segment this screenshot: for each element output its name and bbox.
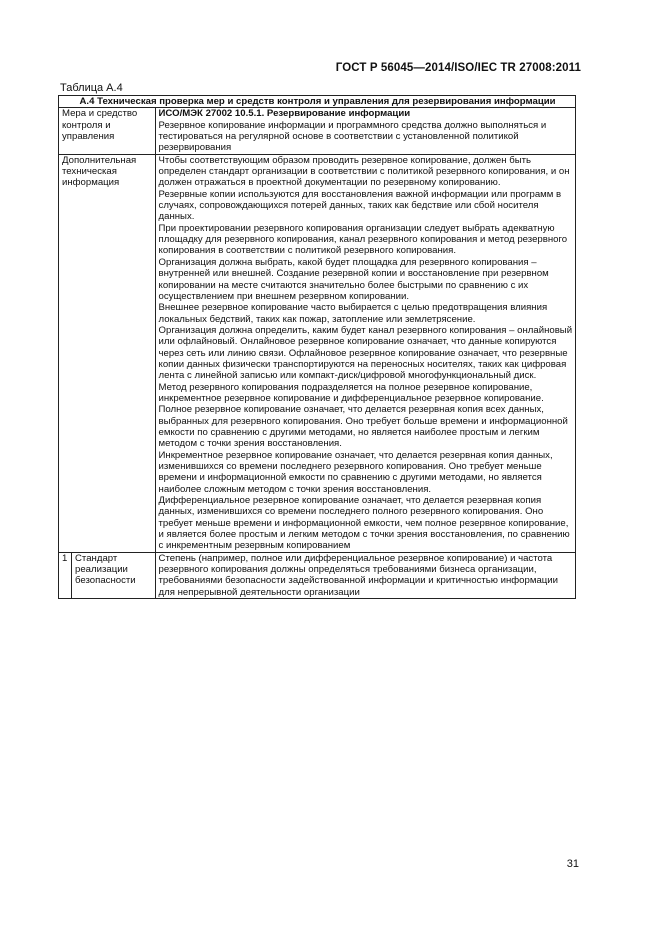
item-number: 1 xyxy=(59,552,72,598)
section-title: А.4 Техническая проверка мер и средств контроля и управления для резервирования информации xyxy=(59,96,576,108)
info-label: Дополнительная техническая информация xyxy=(59,154,156,552)
item-label: Стандарт реализации безопасности xyxy=(72,552,156,598)
info-paragraph: Резервные копии используются для восстановления важной информации или программ в случаях, сопровождающихся потерей данных, таких как бедствие или сбой носителя данных. xyxy=(158,188,562,223)
section-title-row xyxy=(59,96,576,108)
info-paragraph: Полное резервное копирование означает, что делается резервная копия всех данных, выбранных для резервного копирования. Оно требует больше времени и информационной емкости по сравнению с другими методами, но является наиболее простым и легким методом с точки зрения восстановления. xyxy=(158,404,568,450)
item-row xyxy=(59,552,576,598)
info-row xyxy=(59,154,576,552)
page-number: 31 xyxy=(566,858,579,870)
info-paragraph: Организация должна выбрать, какой будет площадка для резервного копирования – внутренней или внешней. Создание резервной копии и восстановление при резервном копировании на месте считаются значительно более быстрыми по сравнению с их осуществлением при внешнем резервном копировании. xyxy=(158,256,549,302)
info-paragraph: Внешнее резервное копирование часто выбирается с целью предотвращения влияния локальных бедствий, таких как пожар, затопление или землетрясение. xyxy=(158,302,548,325)
control-label: Мера и средство контроля и управления xyxy=(59,108,156,154)
info-cell xyxy=(155,154,575,552)
document-standard-header: ГОСТ Р 56045—2014/ISO/IEC TR 27008:2011 xyxy=(335,62,581,74)
control-title: ИСО/МЭК 27002 10.5.1. Резервирование информации xyxy=(158,108,411,120)
backup-control-table xyxy=(58,95,576,599)
control-cell xyxy=(155,108,575,154)
info-paragraph: Дифференциальное резервное копирование означает, что делается резервная копия данных, изменившихся со времени последнего полного резервного копирования. Оно требует меньше времени и информационной емкости, чем полное резервное копирование, и является более простым и легким методом с точки зрения восстановления, по сравнению с инкрементным резервным копированием xyxy=(158,495,570,552)
control-row xyxy=(59,108,576,154)
control-text: Резервное копирование информации и программного средства должно выполняться и тестироваться на регулярной основе в соответствии с установленной политикой резервирования xyxy=(158,119,547,154)
info-paragraph: Организация должна определить, каким будет канал резервного копирования – онлайновый или офлайновый. Онлайновое резервное копирование означает, что данные копируются через сеть или линию связи. Офлайновое резервное копирование означает, что резервные копии данных физически транспортируются на переносных носителях, таких как цифровая лента с линейной записью или компакт-диск/цифровой многофункциональный диск. xyxy=(158,324,573,382)
table-caption: Таблица А.4 xyxy=(60,82,123,94)
info-paragraph: Чтобы соответствующим образом проводить резервное копирование, должен быть определен стандарт организации в соответствии с политикой резервного копирования, и он должен отражаться в проектной документации по резервному копированию. xyxy=(158,154,570,189)
info-paragraph: При проектировании резервного копирования организации следует выбрать адекватную площадку для резервного копирования, канал резервного копирования и метод резервного копирования в соответствии с политикой резервного копирования. xyxy=(158,222,568,257)
info-paragraph: Инкрементное резервное копирование означает, что делается резервная копия данных, изменившихся со времени последнего резервного копирования. Оно требует меньше времени и информационной емкости по сравнению с другими методами, но является наиболее сложным методом с точки зрения восстановления. xyxy=(158,449,553,495)
info-paragraph: Метод резервного копирования подразделяется на полное резервное копирование, инкрементное резервное копирование и дифференциальное резервное копирование. xyxy=(158,381,544,404)
item-text: Степень (например, полное или дифференциальное резервное копирование) и частота резервного копирования должны определяться требованиями бизнеса организации, требованиями безопасности задействованной информации и критичностью информации для непрерывной деятельности организации xyxy=(155,552,575,598)
